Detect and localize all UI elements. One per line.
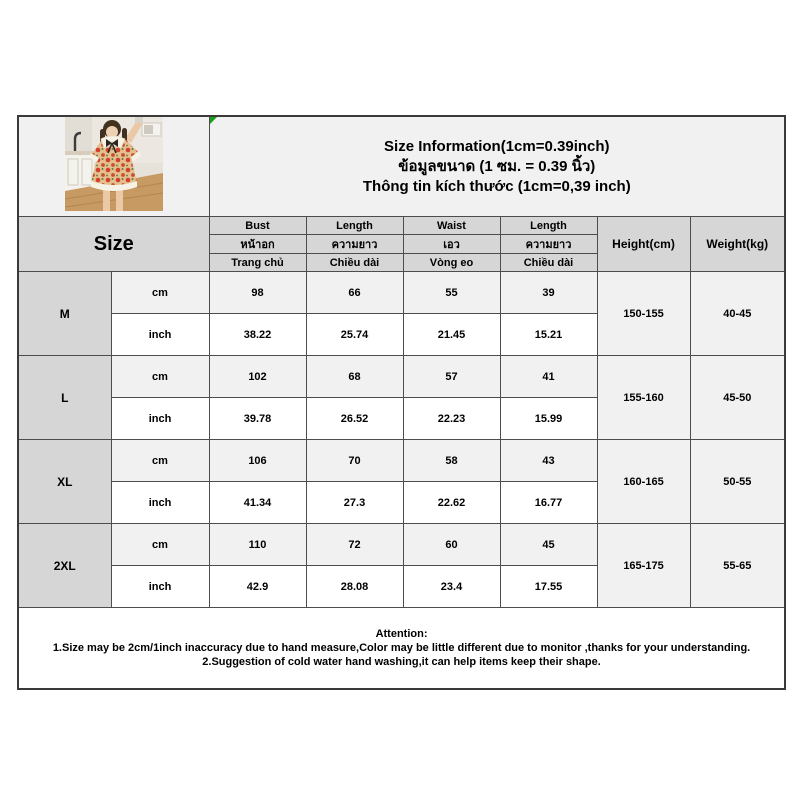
value-cell: 16.77 [500, 482, 597, 524]
value-cell: 55 [403, 272, 500, 314]
product-photo [65, 117, 163, 211]
attention-cell [18, 608, 785, 689]
value-cell: 17.55 [500, 566, 597, 608]
value-cell: 27.3 [306, 482, 403, 524]
size-chart-sheet [17, 115, 786, 690]
title-row [18, 116, 785, 217]
col-header-length2-th: ความยาว [500, 235, 597, 254]
weight-range-cell: 55-65 [690, 524, 785, 608]
size-information-title-cell [209, 116, 785, 217]
value-cell: 58 [403, 440, 500, 482]
value-cell: 15.21 [500, 314, 597, 356]
value-cell: 41 [500, 356, 597, 398]
col-header-bust-th: หน้าอก [209, 235, 306, 254]
value-cell: 98 [209, 272, 306, 314]
col-header-length-vi: Chiều dài [306, 254, 403, 272]
unit-cell: inch [111, 398, 209, 440]
value-cell: 39.78 [209, 398, 306, 440]
col-header-weight: Weight(kg) [690, 217, 785, 272]
height-range-cell: 150-155 [597, 272, 690, 356]
size-chart-table [17, 115, 786, 690]
value-cell: 25.74 [306, 314, 403, 356]
value-cell: 15.99 [500, 398, 597, 440]
value-cell: 28.08 [306, 566, 403, 608]
value-cell: 41.34 [209, 482, 306, 524]
row-m-cm [18, 272, 785, 314]
size-label-cell: M [18, 272, 111, 356]
size-label-cell: 2XL [18, 524, 111, 608]
value-cell: 22.62 [403, 482, 500, 524]
value-cell: 68 [306, 356, 403, 398]
height-range-cell: 155-160 [597, 356, 690, 440]
weight-range-cell: 45-50 [690, 356, 785, 440]
value-cell: 110 [209, 524, 306, 566]
col-header-bust-en: Bust [209, 217, 306, 235]
attention-line-1: 1.Size may be 2cm/1inch inaccuracy due to hand measure,Color may be little different due to monitor ,thanks for your understanding. [52, 641, 751, 654]
value-cell: 21.45 [403, 314, 500, 356]
value-cell: 26.52 [306, 398, 403, 440]
row-xl-cm [18, 440, 785, 482]
value-cell: 22.23 [403, 398, 500, 440]
value-cell: 106 [209, 440, 306, 482]
value-cell: 72 [306, 524, 403, 566]
col-header-length2-vi: Chiều dài [500, 254, 597, 272]
value-cell: 23.4 [403, 566, 500, 608]
product-photo-cell [18, 116, 209, 217]
value-cell: 38.22 [209, 314, 306, 356]
value-cell: 60 [403, 524, 500, 566]
col-header-bust-vi: Trang chủ [209, 254, 306, 272]
col-header-length2-en: Length [500, 217, 597, 235]
value-cell: 102 [209, 356, 306, 398]
value-cell: 43 [500, 440, 597, 482]
attention-title: Attention: [375, 627, 428, 640]
unit-cell: cm [111, 440, 209, 482]
row-l-cm [18, 356, 785, 398]
unit-cell: inch [111, 314, 209, 356]
attention-row [18, 608, 785, 689]
col-header-waist-en: Waist [403, 217, 500, 235]
value-cell: 70 [306, 440, 403, 482]
value-cell: 45 [500, 524, 597, 566]
title-line-en: Size Information(1cm=0.39inch) [384, 137, 610, 155]
col-header-waist-th: เอว [403, 235, 500, 254]
cell-comment-marker-icon [210, 117, 217, 124]
height-range-cell: 165-175 [597, 524, 690, 608]
unit-cell: inch [111, 482, 209, 524]
size-header-cell: Size [18, 217, 209, 272]
unit-cell: cm [111, 356, 209, 398]
unit-cell: cm [111, 524, 209, 566]
title-line-th: ข้อมูลขนาด (1 ซม. = 0.39 นิ้ว) [398, 157, 596, 175]
attention-line-2: 2.Suggestion of cold water hand washing,it can help items keep their shape. [202, 655, 601, 668]
weight-range-cell: 40-45 [690, 272, 785, 356]
value-cell: 42.9 [209, 566, 306, 608]
row-2xl-cm [18, 524, 785, 566]
unit-cell: cm [111, 272, 209, 314]
title-line-vi: Thông tin kích thước (1cm=0,39 inch) [362, 177, 631, 195]
value-cell: 57 [403, 356, 500, 398]
size-label-cell: XL [18, 440, 111, 524]
col-header-length-en: Length [306, 217, 403, 235]
column-header-row-en [18, 217, 785, 235]
col-header-length-th: ความยาว [306, 235, 403, 254]
col-header-height: Height(cm) [597, 217, 690, 272]
size-label-cell: L [18, 356, 111, 440]
unit-cell: inch [111, 566, 209, 608]
value-cell: 66 [306, 272, 403, 314]
height-range-cell: 160-165 [597, 440, 690, 524]
col-header-waist-vi: Vòng eo [403, 254, 500, 272]
weight-range-cell: 50-55 [690, 440, 785, 524]
value-cell: 39 [500, 272, 597, 314]
